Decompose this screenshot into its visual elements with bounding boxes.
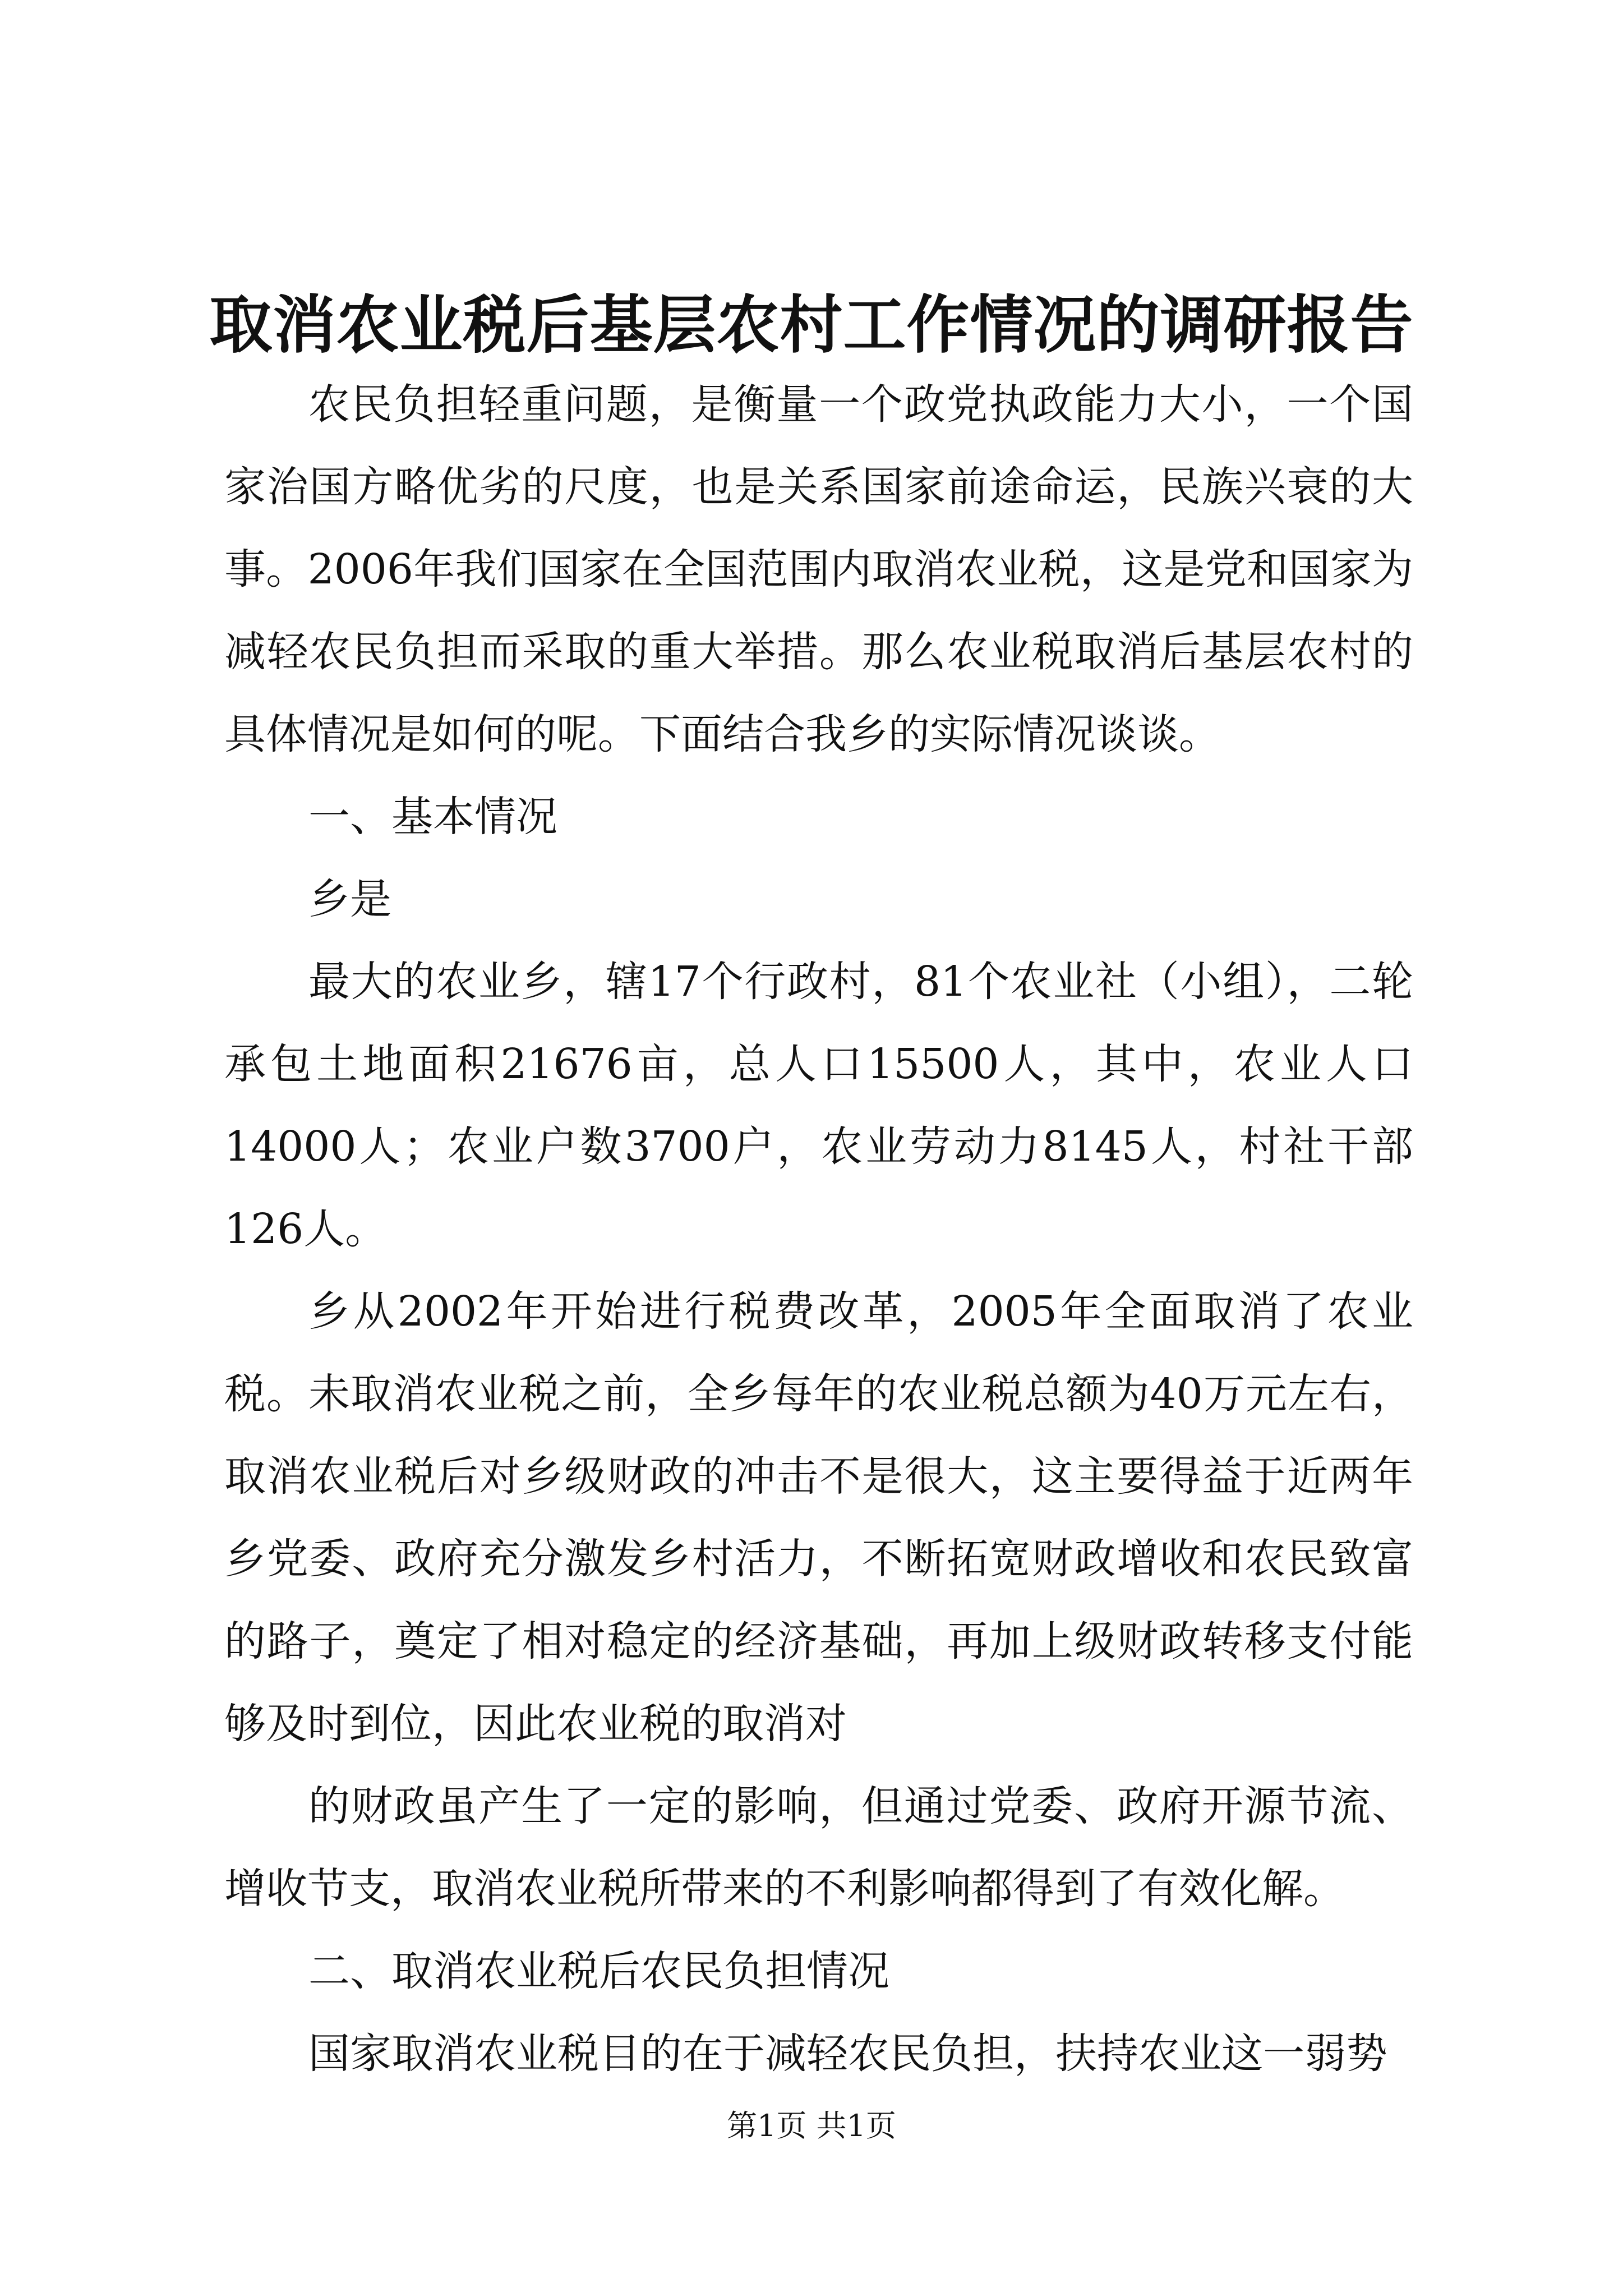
paragraph-statistics: 最大的农业乡，辖17个行政村，81个农业社（小组），二轮承包土地面积21676亩，总人口15500人，其中，农业人口14000人；农业户数3700户，农业劳动力8145人，村社干部126人。 [224,958,1413,1253]
paragraph-finance-impact: 的财政虽产生了一定的影响，但通过党委、政府开源节流、增收节支，取消农业税所带来的不利影响都得到了有效化解。 [224,1782,1413,1913]
paragraph-tax-reform: 乡从2002年开始进行税费改革，2005年全面取消了农业税。未取消农业税之前，全乡每年的农业税总额为40万元左右，取消农业税后对乡级财政的冲击不是很大，这主要得益于近两年乡党委、政府充分激发乡村活力，不断拓宽财政增收和农民致富的路子，奠定了相对稳定的经济基础，再加上级财政转移支付能够及时到位，因此农业税的取消对 [224,1287,1413,1748]
page-footer: 第1页 共1页 [727,2108,896,2143]
paragraph-purpose: 国家取消农业税目的在于减轻农民负担，扶持农业这一弱势 [308,2030,1387,2078]
section-heading-basic: 一、基本情况 [308,793,557,841]
paragraph-intro: 农民负担轻重问题，是衡量一个政党执政能力大小，一个国家治国方略优劣的尺度，也是关系国家前途命运，民族兴衰的大事。2006年我们国家在全国范围内取消农业税，这是党和国家为减轻农民负担而采取的重大举措。那么农业税取消后基层农村的具体情况是如何的呢。下面结合我乡的实际情况谈谈。 [224,380,1413,758]
document-title: 取消农业税后基层农村工作情况的调研报告 [209,288,1414,362]
paragraph-township: 乡是 [308,875,391,923]
document-body [224,364,1413,2095]
section-heading-burden: 二、取消农业税后农民负担情况 [308,1947,889,1995]
